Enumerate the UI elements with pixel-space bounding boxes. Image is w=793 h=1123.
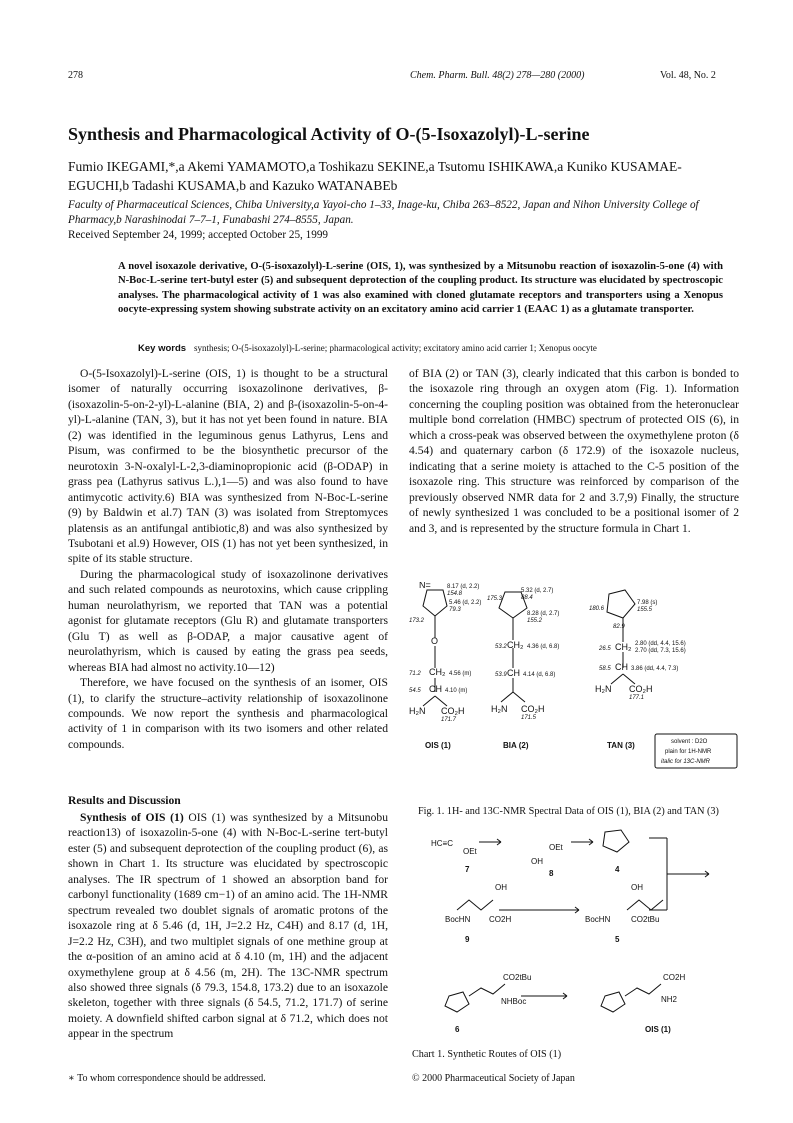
svg-text:CH₂: CH₂ [507, 640, 524, 650]
fig-value: 4.10 (m) [445, 688, 468, 694]
results-paragraph: OIS (1) was synthesized by a Mitsunobu reaction13) of isoxazolin-5-one (4) with N-Boc-L-serine tert-butyl ester (5) and subsequent deprotection of the coupling product (6), as shown in Chart 1. Its structure was elucidated by spectroscopic analyses. The IR spectrum of 1 showed an absorption band for carbonyl functionality (1689 cm−1) of an amino acid. The 1H-NMR spectrum revealed two doublet signals of aromatic protons of the isoxazole ring at δ 5.46 (d, 1H, J=2.2 Hz, C4H) and 8.17 (d, 1H, J=2.2 Hz, C3H), and two multiplet signals of one methine group at the α-position of an amino acid at δ 4.10 (m, 1H) and the adjacent oxymethylene group at δ 4.56 (m, 2H). The 13C-NMR spectrum also showed three signals (δ 79.3, 154.8, 173.2) due to an isoxazole skeleton, together with three signals (δ 54.5, 71.2, 171.7) of serine moiety. A downfield shifted carbon signal at δ 71.2, which does not appear in the spectrum [68, 811, 388, 1041]
intro-paragraph-2: During the pharmacological study of isoxazolinone derivatives and such related compounds as neurotoxins, which cause crippling human neurolathyrism, we reported that TAN was a potential agonist for glutamate receptors (Glu R) and glutamate transporters (Glu T) as well as β-ODAP, a major causative agent of neurolathyrism, which is caused by eating the grass pea seeds, whereas BIA had almost no activity.10—12) [68, 567, 388, 674]
isoxazole-ring-1 [601, 992, 625, 1012]
group-text: CO2H [663, 973, 686, 982]
compound-label: 8 [549, 869, 554, 878]
page-number: 278 [68, 70, 83, 81]
fig-value: 2.70 (dd, 7.3, 15.6) [635, 648, 686, 654]
nmr-structures [409, 582, 739, 802]
fig-value: 4.56 (m) [449, 671, 472, 677]
fig-value: 79.3 [449, 607, 461, 613]
article-title: Synthesis and Pharmacological Activity of O-(5-Isoxazolyl)-L-serine [68, 124, 590, 144]
group-text: NHBoc [501, 997, 527, 1006]
fig-value: 2.80 (dd, 4.4, 15.6) [635, 641, 686, 647]
author-list: Fumio IKEGAMI,*,a Akemi YAMAMOTO,a Toshikazu SEKINE,a Tsutomu ISHIKAWA,a Kuniko KUSAMAE-EGUCHI,b Tadashi KUSAMA,b and Kazuko WATANABEb [68, 159, 682, 193]
fig-value: 5.46 (d, 2.2) [449, 600, 482, 606]
intro-paragraph-1: O-(5-Isoxazolyl)-L-serine (OIS, 1) is thought to be a structural isomer of naturally occurring isoxazolinone derivatives, β-(isoxazolin-5-on-2-yl)-L-alanine (BIA, 2) and β-(isoxazolin-5-on-4-yl)-L-alanine (TAN, 3), but it has not yet been found in nature. BIA (2) was identified in the leguminous genus Lathyrus, Lens and Pisum, was confirmed to be the biosynthetic precursor of the neurotoxin 3-N-oxalyl-L-2,3-diaminopropionic acid (β-ODAP) in grass pea (Lathyrus sativus L.),1—5) and was also found to have antimycotic activity.6) BIA was synthesized from N-Boc-L-serine (9) by Baldwin et al.7) TAN (3) was isolated from Streptomyces platensis as an antifungal antibiotic,8) and was also synthesized by Tsubotani et al.9) However, OIS (1) has not yet been synthesized, in spite of its stable structure. [68, 367, 388, 566]
svg-text:H₂N: H₂N [491, 704, 508, 714]
fig-value: 4.14 (d, 6.8) [523, 672, 556, 678]
subsection-heading: Synthesis of OIS (1) [80, 811, 184, 824]
group-text: NH2 [661, 995, 678, 1004]
group-text: BocHN [585, 915, 611, 924]
fig-value: 8.17 (d, 2.2) [447, 584, 480, 590]
svg-text:H₂N: H₂N [409, 706, 426, 716]
svg-text:CH: CH [615, 662, 628, 672]
group-text: OH [495, 883, 507, 892]
fig-value: 173.2 [409, 618, 425, 624]
fig-value: 26.5 [599, 646, 611, 652]
copyright: © 2000 Pharmaceutical Society of Japan [412, 1073, 575, 1084]
svg-text:CH: CH [507, 668, 520, 678]
fig-value: 4.36 (d, 6.8) [527, 644, 560, 650]
group-text: CO2tBu [631, 915, 660, 924]
fig-value: 3.86 (dd, 4.4, 7.3) [631, 666, 679, 672]
keywords-text: synthesis; O-(5-isoxazolyl)-L-serine; pharmacological activity; excitatory amino acid carrier 1; Xenopus oocyte [194, 343, 597, 353]
abstract: A novel isoxazole derivative, O-(5-isoxazolyl)-L-serine (OIS, 1), was synthesized by a Mitsunobu reaction of isoxazolin-5-one (4) with N-Boc-L-serine tert-butyl ester (5) and subsequent deprotection of the coupling product. Its structure was elucidated by spectroscopic analyses. The pharmacological activity of 1 was also examined with cloned glutamate receptors and transporters using a Xenopus oocyte-expressing system showing substrate activity on an excitatory amino acid carrier 1 (EAAC 1) as a glutamate transporter. [118, 261, 723, 316]
fig-value: 171.7 [441, 717, 457, 723]
group-text: OEt [549, 843, 563, 852]
received-dates: Received September 24, 1999; accepted October 25, 1999 [68, 229, 329, 241]
fig-value: 177.1 [629, 695, 645, 701]
right-column [409, 366, 739, 536]
group-text: CO2tBu [503, 973, 532, 982]
journal-citation: Chem. Pharm. Bull. 48(2) 278—280 (2000) [410, 70, 585, 81]
affiliation-block [68, 198, 728, 243]
solvent-line: italic for 13C-NMR [661, 759, 711, 765]
fig-value: 154.8 [447, 591, 463, 597]
ois-label: OIS (1) [425, 741, 451, 750]
bia-label: BIA (2) [503, 741, 529, 750]
svg-text:CH₂: CH₂ [615, 642, 632, 652]
fig-value: 88.4 [521, 595, 533, 601]
svg-text:CO₂H: CO₂H [441, 706, 465, 716]
group-text: OEt [463, 847, 477, 856]
fig-value: 53.2 [495, 644, 507, 650]
group-text: HC≡C [431, 839, 453, 848]
footnote: ∗ To whom correspondence should be addressed. [68, 1073, 266, 1084]
group-text: OH [631, 883, 643, 892]
solvent-line: plain for 1H-NMR [665, 749, 712, 755]
compound-label: OIS (1) [645, 1025, 671, 1034]
fig-value: 58.5 [599, 666, 611, 672]
svg-text:CO₂H: CO₂H [521, 704, 545, 714]
fig-value: 54.5 [409, 688, 421, 694]
compound-label: 7 [465, 865, 470, 874]
keywords-label: Key words [138, 343, 187, 354]
fig-value: 155.5 [637, 607, 653, 613]
tan-label: TAN (3) [607, 741, 635, 750]
group-text: BocHN [445, 915, 471, 924]
compound-label: 9 [465, 935, 470, 944]
fig-value: 180.6 [589, 606, 605, 612]
svg-text:O: O [431, 636, 439, 646]
svg-text:CH: CH [429, 684, 442, 694]
isoxazolone-ring [603, 830, 629, 852]
group-text: OH [531, 857, 543, 866]
svg-text:CH₂: CH₂ [429, 667, 446, 677]
svg-text:H₂N: H₂N [595, 684, 612, 694]
isoxazole-ring-6 [445, 992, 469, 1012]
tan-ring [607, 590, 635, 618]
fig-value: 71.2 [409, 671, 421, 677]
fig-value: 7.98 (s) [637, 600, 658, 606]
compound-label: 6 [455, 1025, 460, 1034]
keywords [138, 343, 738, 354]
affiliation: Faculty of Pharmaceutical Sciences, Chiba University,a Yayoi-cho 1–33, Inage-ku, Chiba 263–8522, Japan and Nihon University College of Pharmacy,b Narashinodai 7–7–1, Funabashi 274–8555, Japan. [68, 199, 699, 226]
group-text: CO2H [489, 915, 512, 924]
section-heading: Results and Discussion [68, 794, 181, 807]
fig-value: 171.5 [521, 715, 537, 721]
fig-value: 53.9 [495, 672, 507, 678]
svg-text:CO₂H: CO₂H [629, 684, 653, 694]
compound-label: 5 [615, 935, 620, 944]
chart-1 [409, 820, 739, 1040]
discussion-paragraph: of BIA (2) or TAN (3), clearly indicated that this carbon is bonded to the isoxazole ring through an oxygen atom (Fig. 1). Information concerning the coupling position was obtained from the heteronuclear multiple bond correlation (HMBC) spectrum of protected OIS (6), in which a cross-peak was observed between the oxymethylene proton (δ 4.54) and quaternary carbon (δ 172.9) of the isoxazole nucleus, indicating that a serine moiety is attached to the C-5 position of the isoxazole ring. This structure was reinforced by comparison of the previously observed NMR data for 2 and 3.7,9) Finally, the structure of newly synthesized 1 was concluded to be a positional isomer of 2 and 3, and is represented by the structure formula in Chart 1. [409, 367, 739, 535]
svg-text:N=: N= [419, 582, 431, 590]
fig-value: 155.2 [527, 618, 543, 624]
fig-value: 175.3 [487, 596, 503, 602]
fig-value: 82.9 [613, 624, 625, 630]
solvent-line: solvent : D2O [671, 739, 708, 745]
fig-value: 5.32 (d, 2.7) [521, 588, 554, 594]
figure-1 [409, 582, 739, 802]
compound-label: 4 [615, 865, 620, 874]
fig-value: 8.28 (d, 2.7) [527, 611, 560, 617]
left-column [68, 366, 388, 752]
chart-caption: Chart 1. Synthetic Routes of OIS (1) [412, 1049, 562, 1060]
results-text [68, 810, 388, 1042]
synthesis-scheme [409, 820, 739, 1045]
volume-info: Vol. 48, No. 2 [660, 70, 716, 81]
ois-ring [423, 590, 447, 616]
intro-paragraph-3: Therefore, we have focused on the synthesis of an isomer, OIS (1), to clarify the structure–activity relationship of isoxazolinone compounds. We now report the synthesis and pharmacological activity of 1 in comparison with its two isomers and other related compounds. [68, 676, 388, 751]
figure-caption: Fig. 1. 1H- and 13C-NMR Spectral Data of OIS (1), BIA (2) and TAN (3) [418, 806, 719, 817]
